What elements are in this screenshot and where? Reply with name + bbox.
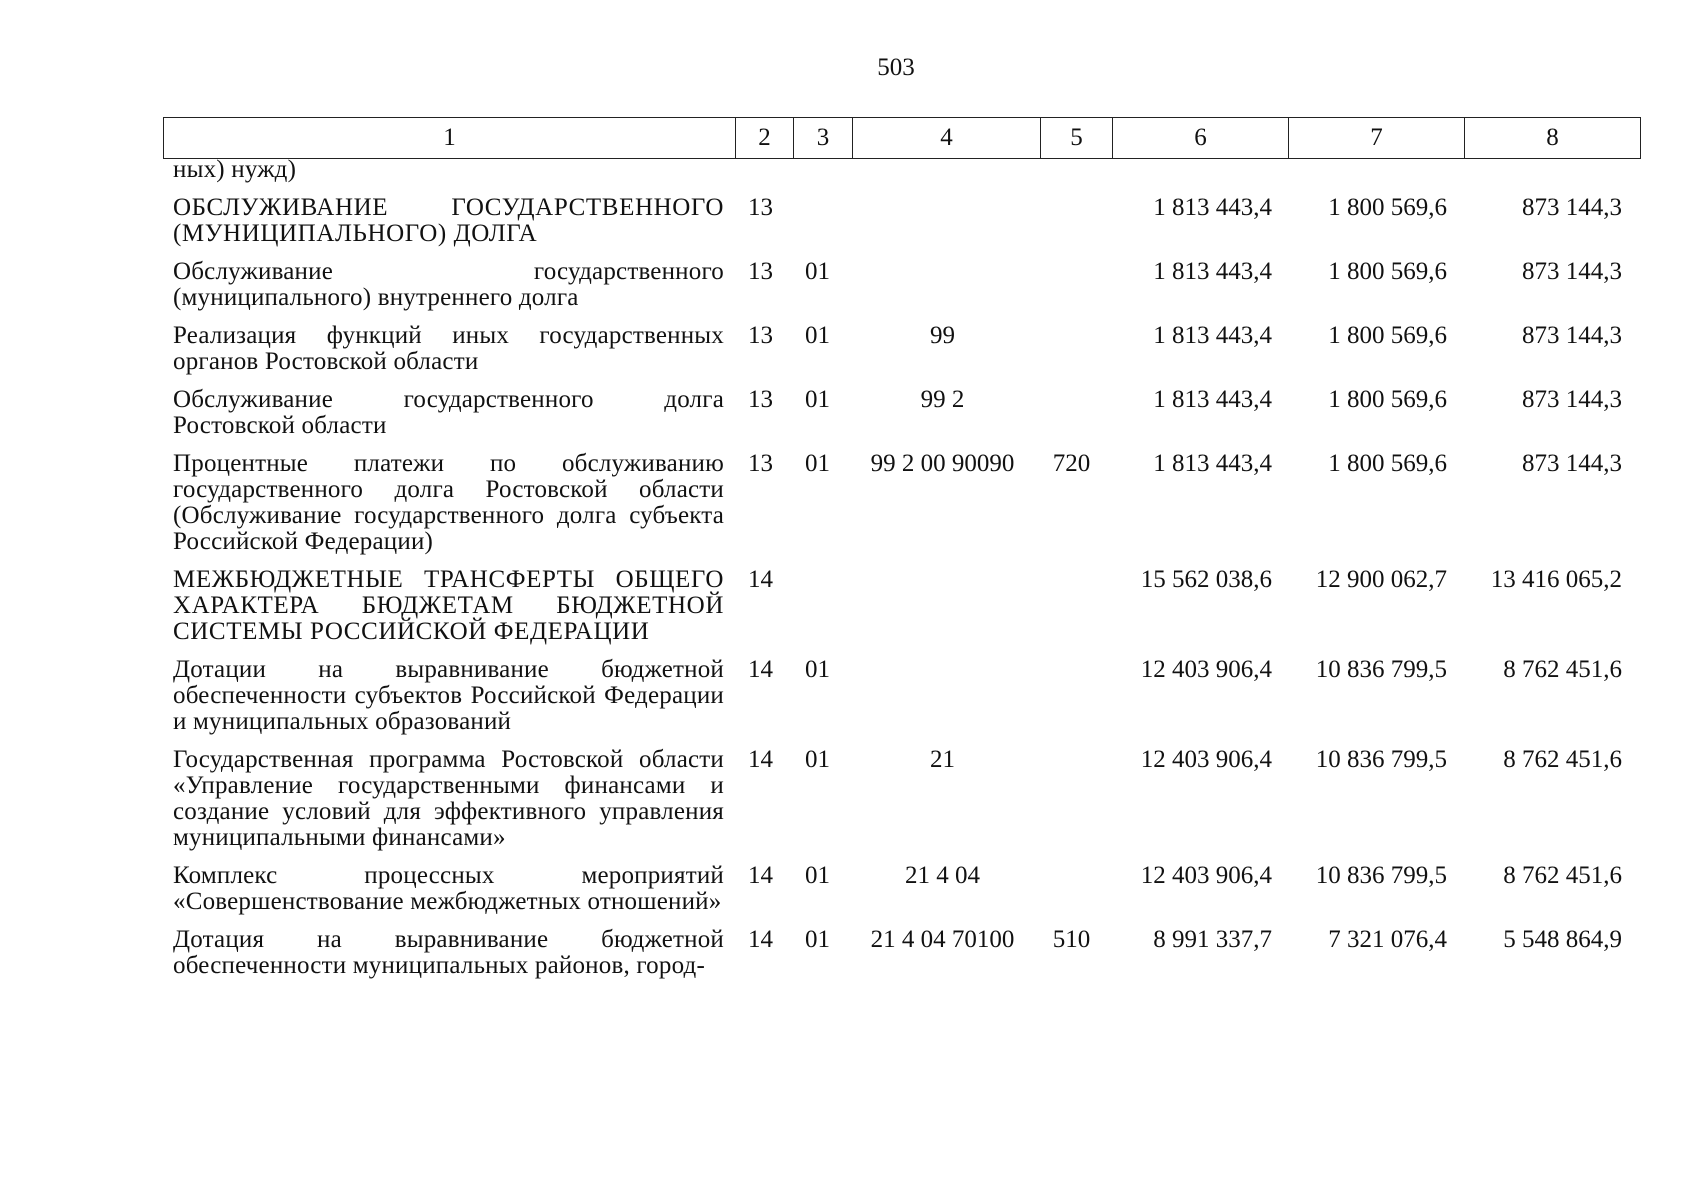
row-expense-type — [1036, 323, 1107, 387]
row-name: ных) нужд) — [173, 156, 297, 183]
row-expense-type: 720 — [1052, 450, 1091, 477]
row-amount-col7: 1 800 569,6 — [1328, 386, 1447, 413]
row-expense-type — [1036, 747, 1107, 863]
row-amount-col8: 873 144,3 — [1522, 322, 1622, 349]
row-name: Реализация функций иных государственных органов Ростовской области — [173, 322, 724, 375]
row-amount-col8: 873 144,3 — [1522, 450, 1622, 477]
budget-table — [163, 156, 1632, 991]
column-header-7: 7 — [1289, 118, 1465, 159]
row-expense-type — [1036, 567, 1107, 657]
row-amount-col7: 1 800 569,6 — [1328, 258, 1447, 285]
row-name: МЕЖБЮДЖЕТНЫЕ ТРАНСФЕРТЫ ОБЩЕГО ХАРАКТЕРА БЮДЖЕТАМ БЮДЖЕТНОЙ СИСТЕМЫ РОССИЙСКОЙ ФЕДЕРАЦИИ — [173, 566, 724, 645]
column-number-header — [163, 117, 1641, 159]
row-name: ОБСЛУЖИВАНИЕ ГОСУДАРСТВЕННОГО (МУНИЦИПАЛЬНОГО) ДОЛГА — [173, 194, 724, 247]
row-amount-col6: 1 813 443,4 — [1153, 450, 1272, 477]
row-amount-col6: 12 403 906,4 — [1140, 656, 1272, 683]
row-amount-col8: 8 762 451,6 — [1503, 746, 1622, 773]
row-amount-col6: 15 562 038,6 — [1140, 566, 1272, 593]
row-subsection: 01 — [805, 926, 830, 953]
row-amount-col6: 1 813 443,4 — [1153, 386, 1272, 413]
row-amount-col6: 1 813 443,4 — [1153, 258, 1272, 285]
row-amount-col8: 873 144,3 — [1522, 386, 1622, 413]
table-row — [163, 747, 1632, 863]
row-section — [734, 159, 791, 195]
table-row — [163, 323, 1632, 387]
row-expense-type — [1036, 863, 1107, 927]
table-row — [163, 259, 1632, 323]
row-section: 14 — [748, 656, 773, 683]
row-section: 14 — [748, 862, 773, 889]
row-amount-col6: 12 403 906,4 — [1140, 746, 1272, 773]
row-name: Обслуживание государственного (муниципального) внутреннего долга — [173, 258, 724, 311]
row-amount-col7: 1 800 569,6 — [1328, 450, 1447, 477]
row-target-article: 99 — [930, 322, 955, 349]
row-expense-type — [1036, 657, 1107, 747]
row-amount-col7: 10 836 799,5 — [1315, 656, 1447, 683]
row-amount-col7: 12 900 062,7 — [1315, 566, 1447, 593]
column-header-3: 3 — [794, 118, 853, 159]
row-name: Процентные платежи по обслуживанию государственного долга Ростовской области (Обслуживание государственного долга субъекта Российской Федерации) — [173, 450, 724, 555]
row-subsection: 01 — [805, 746, 830, 773]
row-section: 13 — [748, 386, 773, 413]
row-section: 14 — [748, 566, 773, 593]
row-name: Комплекс процессных мероприятий «Совершенствование межбюджетных отношений» — [173, 862, 724, 915]
row-amount-col7: 10 836 799,5 — [1315, 746, 1447, 773]
row-amount-col8: 8 762 451,6 — [1503, 862, 1622, 889]
row-name: Государственная программа Ростовской области «Управление государственными финансами и создание условий для эффективного управления муниципальными финансами» — [173, 746, 724, 851]
table-row — [163, 451, 1632, 567]
row-target-article — [849, 567, 1036, 657]
row-amount-col6: 12 403 906,4 — [1140, 862, 1272, 889]
row-subsection — [791, 567, 849, 657]
page-number: 503 — [877, 54, 915, 81]
row-name: Обслуживание государственного долга Ростовской области — [173, 386, 724, 439]
row-expense-type — [1036, 387, 1107, 451]
row-subsection — [791, 195, 849, 259]
row-amount-col6: 1 813 443,4 — [1153, 194, 1272, 221]
row-target-article: 99 2 00 90090 — [870, 450, 1015, 477]
row-amount-col7 — [1282, 159, 1457, 195]
table-row — [163, 657, 1632, 747]
row-expense-type — [1036, 159, 1107, 195]
row-amount-col7: 1 800 569,6 — [1328, 322, 1447, 349]
row-amount-col7: 1 800 569,6 — [1328, 194, 1447, 221]
row-target-article: 21 — [930, 746, 955, 773]
row-amount-col8: 873 144,3 — [1522, 258, 1622, 285]
row-subsection: 01 — [805, 862, 830, 889]
table-row — [163, 863, 1632, 927]
row-amount-col8: 873 144,3 — [1522, 194, 1622, 221]
column-header-8: 8 — [1465, 118, 1641, 159]
row-target-article: 21 4 04 — [905, 862, 980, 889]
row-target-article — [849, 195, 1036, 259]
row-expense-type: 510 — [1052, 926, 1091, 953]
row-target-article — [849, 657, 1036, 747]
row-target-article — [849, 159, 1036, 195]
table-row — [163, 195, 1632, 259]
column-header-1: 1 — [164, 118, 736, 159]
table-row — [163, 927, 1632, 991]
row-amount-col6: 1 813 443,4 — [1153, 322, 1272, 349]
header-row — [164, 118, 1641, 159]
table-row — [163, 387, 1632, 451]
column-header-2: 2 — [736, 118, 794, 159]
column-header-5: 5 — [1041, 118, 1113, 159]
row-subsection: 01 — [805, 258, 830, 285]
row-amount-col8 — [1457, 159, 1632, 195]
column-header-6: 6 — [1113, 118, 1289, 159]
table-row — [163, 159, 1632, 195]
row-section: 13 — [748, 450, 773, 477]
row-section: 14 — [748, 926, 773, 953]
table-row — [163, 567, 1632, 657]
row-amount-col6 — [1107, 159, 1282, 195]
row-subsection: 01 — [805, 386, 830, 413]
row-amount-col7: 7 321 076,4 — [1328, 926, 1447, 953]
row-section: 13 — [748, 258, 773, 285]
row-target-article — [849, 259, 1036, 323]
row-expense-type — [1036, 195, 1107, 259]
row-subsection: 01 — [805, 322, 830, 349]
row-amount-col6: 8 991 337,7 — [1153, 926, 1272, 953]
row-section: 14 — [748, 746, 773, 773]
row-name: Дотации на выравнивание бюджетной обеспеченности субъектов Российской Федерации и муниципальных образований — [173, 656, 724, 735]
row-section: 13 — [748, 322, 773, 349]
column-header-4: 4 — [853, 118, 1041, 159]
row-subsection: 01 — [805, 450, 830, 477]
row-subsection — [791, 159, 849, 195]
row-subsection: 01 — [805, 656, 830, 683]
row-target-article: 21 4 04 70100 — [870, 926, 1015, 953]
row-amount-col8: 13 416 065,2 — [1490, 566, 1622, 593]
row-section: 13 — [748, 194, 773, 221]
row-amount-col8: 5 548 864,9 — [1503, 926, 1622, 953]
row-amount-col8: 8 762 451,6 — [1503, 656, 1622, 683]
row-target-article: 99 2 — [920, 386, 965, 413]
row-expense-type — [1036, 259, 1107, 323]
row-amount-col7: 10 836 799,5 — [1315, 862, 1447, 889]
row-name: Дотация на выравнивание бюджетной обеспеченности муниципальных районов, город- — [173, 926, 724, 979]
